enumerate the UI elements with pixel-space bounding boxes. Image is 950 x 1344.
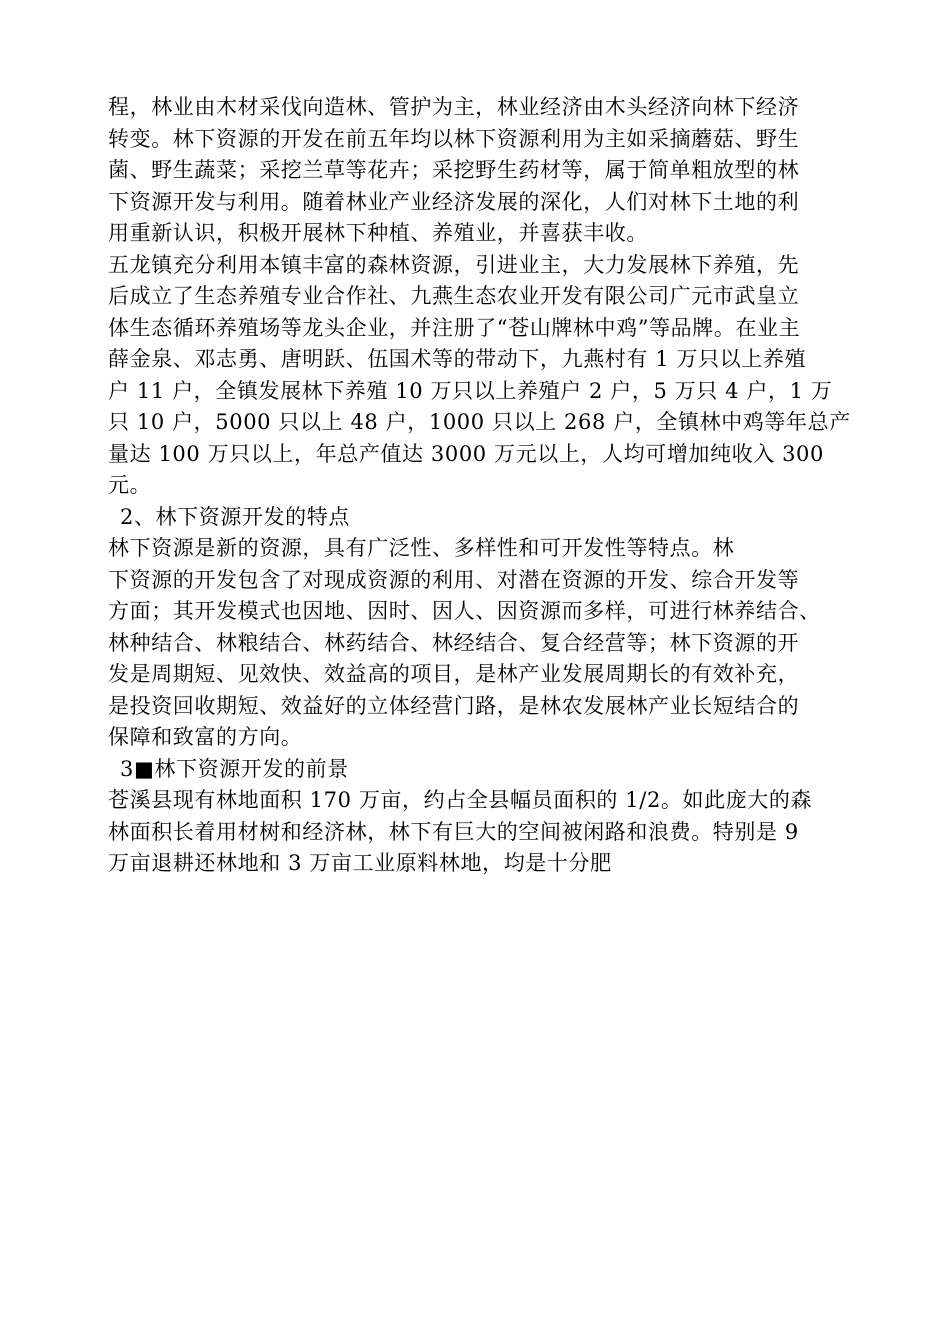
text-line: 下资源的开发包含了对现成资源的利用、对潜在资源的开发、综合开发等 [108, 567, 800, 592]
text-line: 程，林业由木材采伐向造林、管护为主，林业经济由木头经济向林下经济 [108, 95, 800, 119]
text-line: 菌、野生蔬菜；采挖兰草等花卉；采挖野生药材等，属于简单粗放型的林 [108, 158, 800, 182]
text-line: 林面积长着用材树和经济林，林下有巨大的空间被闲路和浪费。特别是 9 [108, 819, 799, 844]
text-line: 薛金泉、邓志勇、唐明跃、伍国术等的带动下，九燕村有 1 万只以上养殖 [108, 347, 807, 371]
text-line: 林种结合、林粮结合、林药结合、林经结合、复合经营等；林下资源的开 [108, 630, 800, 655]
text-line: 是投资回收期短、效益好的立体经营门路，是林农发展林产业长短结合的 [108, 693, 800, 718]
text-line: 后成立了生态养殖专业合作社、九燕生态农业开发有限公司广元市武皇立 [108, 284, 800, 308]
document-page [108, 92, 878, 880]
text-line: 体生态循环养殖场等龙头企业，并注册了“苍山牌林中鸡”等品牌。在业主 [108, 315, 801, 340]
paragraph-intro [108, 92, 878, 250]
text-line: 林下资源是新的资源，具有广泛性、多样性和可开发性等特点。林 [108, 536, 735, 560]
section-heading-2: 2、林下资源开发的特点 [120, 504, 350, 529]
text-line: 方面；其开发模式也因地、因时、因人、因资源而多样，可进行林养结合、 [108, 599, 821, 623]
text-line: 用重新认识，积极开展林下种植、养殖业，并喜获丰收。 [108, 221, 648, 245]
text-line: 苍溪县现有林地面积 170 万亩，约占全县幅员面积的 1/2。如此庞大的森 [108, 788, 813, 812]
text-line: 万亩退耕还林地和 3 万亩工业原料林地，均是十分肥 [108, 851, 612, 875]
paragraph-wulong-town [108, 250, 878, 502]
text-line: 转变。林下资源的开发在前五年均以林下资源利用为主如采摘蘑菇、野生 [108, 126, 800, 151]
text-line: 保障和致富的方向。 [108, 725, 303, 749]
text-line: 户 11 户，全镇发展林下养殖 10 万只以上养殖户 2 户，5 万只 4 户，1 万 [108, 378, 833, 403]
text-line: 发是周期短、见效快、效益高的项目，是林产业发展周期长的有效补充， [108, 662, 800, 686]
text-line: 量达 100 万只以上，年总产值达 3000 万元以上，人均可增加纯收入 300 [108, 441, 824, 466]
text-line: 只 10 户，5000 只以上 48 户，1000 只以上 268 户，全镇林中鸡等年总产 [108, 410, 851, 434]
section-heading-3: 3■林下资源开发的前景 [120, 756, 349, 781]
text-line: 五龙镇充分利用本镇丰富的森林资源，引进业主，大力发展林下养殖，先 [108, 252, 800, 277]
text-line: 元。 [108, 473, 152, 497]
paragraph-prospects [108, 785, 878, 880]
text-line: 下资源开发与利用。随着林业产业经济发展的深化，人们对林下土地的利 [108, 189, 800, 214]
paragraph-characteristics [108, 533, 878, 754]
